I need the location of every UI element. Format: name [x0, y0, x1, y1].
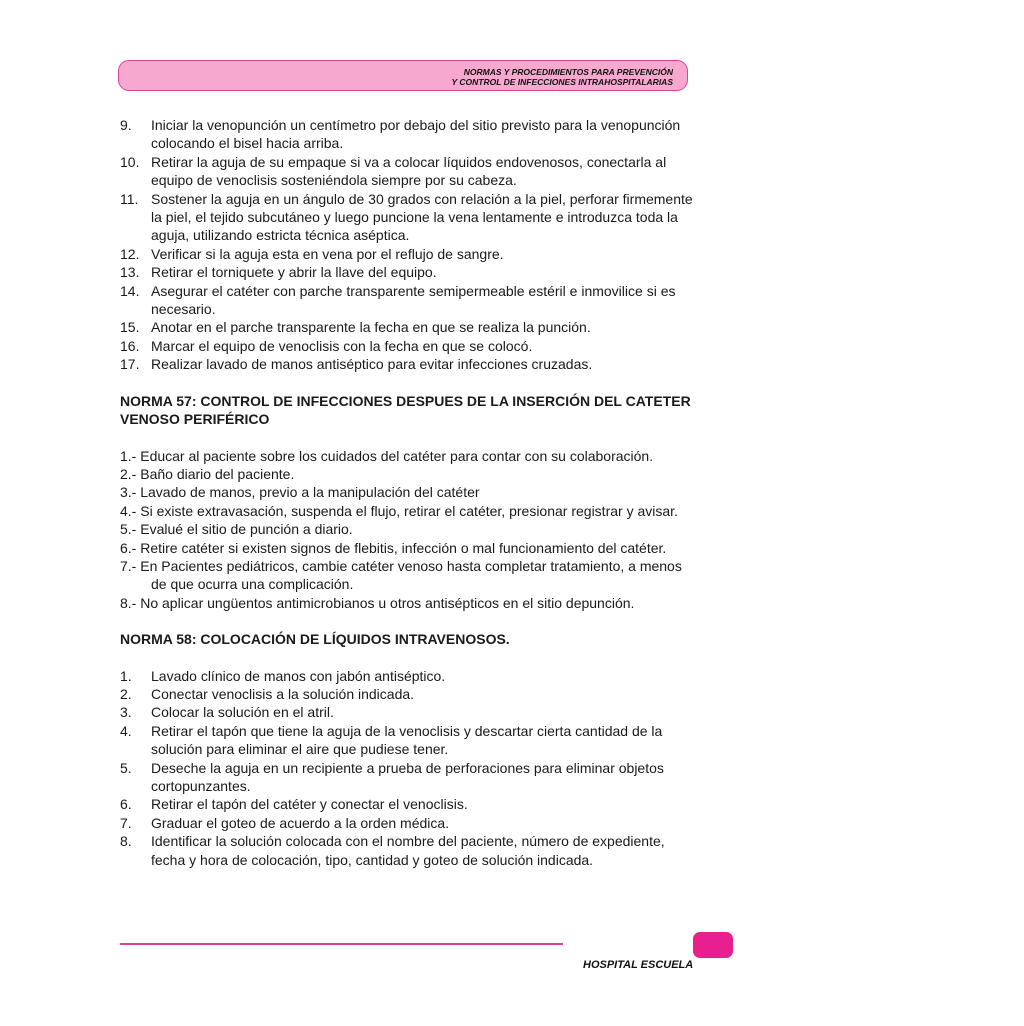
item-number: 8.: [120, 833, 132, 850]
list-item: [120, 685, 700, 703]
item-text: Lavado clínico de manos con jabón antiséptico.: [151, 667, 446, 684]
list-item: [120, 116, 700, 153]
list-item: [120, 263, 700, 281]
item-number: 6.: [120, 796, 132, 813]
item-number: 13.: [120, 264, 140, 281]
list-item: 5.- Evalué el sitio de punción a diario.: [120, 521, 353, 538]
spacer: [120, 612, 700, 630]
item-number: 2.: [120, 685, 132, 702]
list-item: [120, 318, 700, 336]
spacer: [120, 649, 700, 667]
header-title-line-1: NORMAS Y PROCEDIMIENTOS PARA PREVENCIÓN: [463, 67, 673, 77]
document-body: [120, 116, 700, 869]
footer-rule: [120, 943, 563, 945]
norma-57-list: [120, 447, 700, 613]
list-item: [120, 667, 700, 685]
item-text: Marcar el equipo de venoclisis con la fecha en que se colocó.: [151, 337, 533, 354]
item-number: 4.: [120, 722, 132, 739]
list-item: 7.- En Pacientes pediátricos, cambie catéter venoso hasta completar tratamiento, a menos de que ocurra una complicación.: [120, 557, 682, 593]
list-item: 3.- Lavado de manos, previo a la manipulación del catéter: [120, 484, 480, 501]
list-item: 6.- Retire catéter si existen signos de flebitis, infección o mal funcionamiento del catéter.: [120, 539, 667, 556]
list-item: [120, 795, 700, 813]
list-item: [120, 245, 700, 263]
section-heading-norma-58: NORMA 58: COLOCACIÓN DE LÍQUIDOS INTRAVENOSOS.: [120, 631, 510, 648]
item-text: Realizar lavado de manos antiséptico para evitar infecciones cruzadas.: [151, 356, 593, 373]
item-text: Conectar venoclisis a la solución indicada.: [151, 685, 415, 702]
list-item: 8.- No aplicar ungüentos antimicrobianos u otros antisépticos en el sitio depunción.: [120, 594, 635, 611]
list-item: [120, 190, 700, 245]
item-number: 7.: [120, 814, 132, 831]
item-number: 12.: [120, 245, 140, 262]
item-number: 5.: [120, 759, 132, 776]
item-text: Retirar el torniquete y abrir la llave del equipo.: [151, 264, 437, 281]
item-text: Iniciar la venopunción un centímetro por debajo del sitio previsto para la venopunción colocando el bisel hacia arriba.: [151, 117, 681, 152]
spacer: [120, 429, 700, 447]
footer-hospital-name: HOSPITAL ESCUELA: [583, 959, 694, 971]
item-text: Anotar en el parche transparente la fecha en que se realiza la punción.: [151, 319, 591, 336]
item-text: Deseche la aguja en un recipiente a prueba de perforaciones para eliminar objetos cortopunzantes.: [151, 759, 664, 794]
list-item: [120, 759, 700, 796]
list-item: [120, 814, 700, 832]
item-text: Identificar la solución colocada con el nombre del paciente, número de expediente, fecha y hora de colocación, tipo, cantidad y goteo de solución indicada.: [151, 833, 665, 868]
list-item: 2.- Baño diario del paciente.: [120, 465, 295, 482]
item-text: Colocar la solución en el atril.: [151, 704, 334, 721]
procedure-list-continued: [120, 116, 700, 374]
header-band: [118, 60, 688, 91]
item-number: 9.: [120, 117, 132, 133]
list-item: 4.- Si existe extravasación, suspenda el flujo, retirar el catéter, presionar registrar y avisar.: [120, 502, 678, 519]
item-number: 1.: [120, 667, 132, 684]
list-item: [120, 153, 700, 190]
list-item: 1.- Educar al paciente sobre los cuidados del catéter para contar con su colaboración.: [120, 447, 654, 464]
item-number: 16.: [120, 337, 140, 354]
item-text: Verificar si la aguja esta en vena por el reflujo de sangre.: [151, 245, 504, 262]
list-item: [120, 703, 700, 721]
item-number: 15.: [120, 319, 140, 336]
list-item: [120, 722, 700, 759]
page-number-tab: [693, 932, 733, 958]
norma-58-list: [120, 667, 700, 869]
list-item: [120, 337, 700, 355]
spacer: [120, 374, 700, 392]
item-text: Asegurar el catéter con parche transparente semipermeable estéril e inmovilice si es necesario.: [151, 282, 676, 318]
item-text: Graduar el goteo de acuerdo a la orden médica.: [151, 814, 450, 831]
header-title-line-2: Y CONTROL DE INFECCIONES INTRAHOSPITALARIAS: [451, 77, 673, 87]
item-text: Retirar la aguja de su empaque si va a colocar líquidos endovenosos, conectarla al equipo de venoclisis sosteniéndola siempre por su cabeza.: [151, 153, 667, 189]
list-item: [120, 355, 700, 373]
item-number: 10.: [120, 153, 140, 170]
item-text: Retirar el tapón del catéter y conectar el venoclisis.: [151, 796, 468, 813]
section-heading-norma-57: NORMA 57: CONTROL DE INFECCIONES DESPUES DE LA INSERCIÓN DEL CATETER VENOSO PERIFÉRICO: [120, 392, 691, 428]
item-number: 3.: [120, 704, 132, 721]
item-number: 17.: [120, 356, 140, 373]
item-text: Retirar el tapón que tiene la aguja de la venoclisis y descartar cierta cantidad de la solución para eliminar el aire que pudiese tener.: [151, 722, 663, 758]
list-item: [120, 282, 700, 319]
item-number: 14.: [120, 282, 140, 299]
item-number: 11.: [120, 190, 139, 207]
list-item: [120, 832, 700, 869]
item-text: Sostener la aguja en un ángulo de 30 grados con relación a la piel, perforar firmemente la piel, el tejido subcutáneo y luego puncione la vena lentamente e introduzca toda la aguja, utilizando estricta técnica aséptica.: [151, 190, 693, 244]
